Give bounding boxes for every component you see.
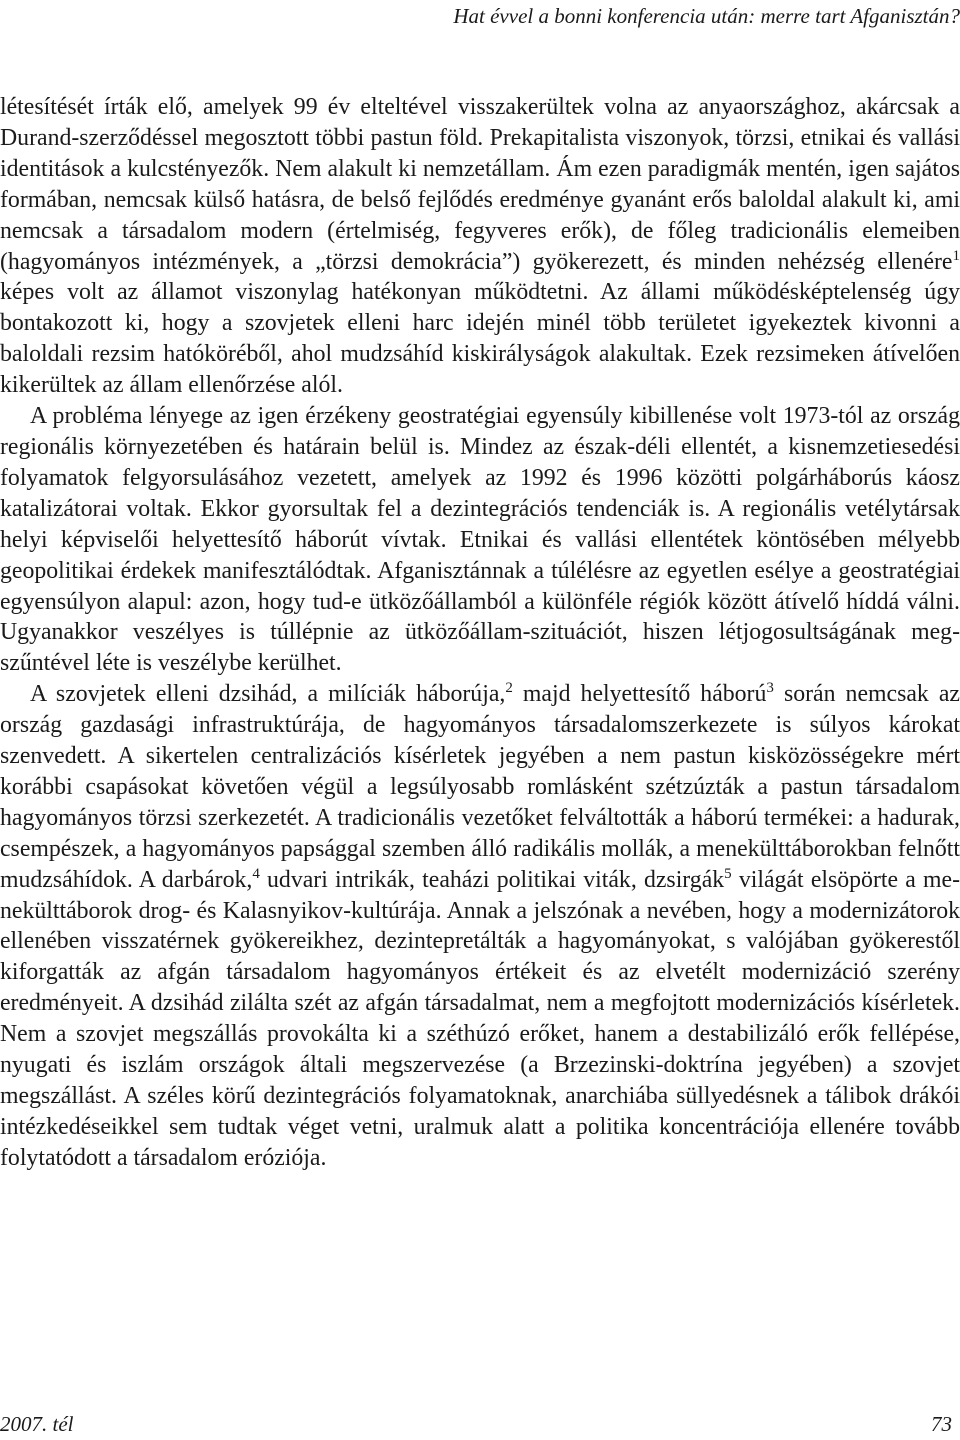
footnote-ref[interactable]: 4 <box>252 865 260 882</box>
footnote-ref[interactable]: 2 <box>505 680 513 697</box>
paragraph-text: udvari intrikák, teaházi politikai viták, dzsirgák <box>259 866 725 893</box>
paragraph-text: képes volt az államot viszonylag hatékonyan működtetni. Az állami működésképtelenség úgy bontakozott ki, hogy a szovjetek elleni harc idején minél több területet igyekeztek kivonni a baloldali rezsim hatóköréből, ahol mudzsáhíd kiskirályságok alakultak. Ezek rezsimeken átívelően kikerültek az állam ellenőrzése alól. <box>0 279 960 399</box>
paragraph-text: során nemcsak az ország gazdasági infrastruktúrája, de hagyományos társadalomszerkezete is súlyos károkat szenvedett. A sikertelen centralizációs kísérletek jegyében a nem pastun kisközösségekre mért korábbi csapásokat követően végül a legsúlyosabb romlásként szétzúzták a pastun társadalom hagyományos törzsi szerkezetét. A tradicionális vezetőket felváltották a háború termékei: a hadurak, csempészek, a hagyományos papsággal szemben álló radikális mollák, a menekülttáborokban felnőtt mudzsáhídok. A darbárok, <box>0 681 960 893</box>
paragraph <box>0 679 960 1174</box>
paragraph-text: A szovjetek elleni dzsihád, a milíciák háborúja, <box>30 681 506 708</box>
paragraph-text: létesítését írták elő, amelyek 99 év elteltével visszakerültek volna az anyaországhoz, akárcsak a Durand-szerződéssel megosztott többi pastun föld. Prekapitalista viszonyok, törzsi, etnikai és vallási identitások a kulcstényezők. Nem alakult ki nemzetállam. Ám ezen paradigmák mentén, igen sajátos formában, nemcsak külső hatásra, de belső fejlődés eredménye gyanánt erős baloldal alakult ki, ami nemcsak a társadalom modern (értelmiség, fegyveres erők), de főleg tradicionális elemeiben (hagyományos intézmények, a „törzsi demokrácia”) gyökerezett, és minden nehézség ellenére <box>0 94 960 275</box>
article-body <box>0 92 960 1174</box>
paragraph-text: világát elsöpörte a menekülttáborok drog- és Kalasnyikov-kultúrája. Annak a jelszónak a nevében, hogy a modernizátorok ellenében visszatérnek gyökereikhez, dezintepretálták a hagyományokat, s valójában gyökerestől kiforgatták az afgán társadalom hagyományos értékeit és az elvetélt modernizáció szerény eredményeit. A dzsihád zilálta szét az afgán társadalmat, nem a megfojtott modernizációs kísérletek. Nem a szovjet megszállás provokálta ki a széthúzó erőket, hanem a destabilizáló erők fellépése, nyugati és iszlám országok általi megszervezése (a Brzezinski-doktrína jegyében) a szovjet megszállást. A széles körű dezintegrációs folyamatoknak, anarchiába süllyedésnek a tálibok drákói intézkedéseikkel sem tudtak véget vetni, uralmuk alatt a politika koncentrációja ellenére tovább folytatódott a társadalom eróziója. <box>0 866 960 1171</box>
page-number: 73 <box>931 1412 952 1436</box>
paragraph-text: majd helyettesítő háború <box>512 681 767 708</box>
footnote-ref[interactable]: 1 <box>952 247 960 264</box>
issue-label: 2007. tél <box>0 1412 74 1436</box>
paragraph <box>0 401 960 679</box>
paragraph-text: A probléma lényege az igen érzékeny geostratégiai egyensúly kibillenése volt 1973-tól az ország regionális környezetében és határain belül is. Mindez az észak-déli ellentét, a kisnemzetiesedési folyamatok felgyorsulásához vezetett, amelyek az 1992 és 1996 közötti polgárháborús káosz katalizátorai voltak. Ekkor gyorsultak fel a dezintegrációs tendenciák is. A regionális vetélytársak helyi képviselői helyettesítő háborút vívtak. Etnikai és vallási ellentétek köntösében mélyebb geopolitikai érdekek manifesztálódtak. Afganisztánnak a túlélésre az egyetlen esélye a geostratégiai egyensúlyon alapul: azon, hogy tud-e ütközőállamból a különféle régiók között átívelő híddá válni. Ugyanakkor veszélyes is túllépnie az ütközőállam-szituációt, hiszen létjogosultságának megszűntével léte is veszélybe kerülhet. <box>0 403 960 677</box>
footnote-ref[interactable]: 5 <box>724 865 732 882</box>
paragraph <box>0 92 960 401</box>
footnote-ref[interactable]: 3 <box>766 680 774 697</box>
running-head-title: Hat évvel a bonni konferencia után: merre tart Afganisztán? <box>453 4 960 28</box>
